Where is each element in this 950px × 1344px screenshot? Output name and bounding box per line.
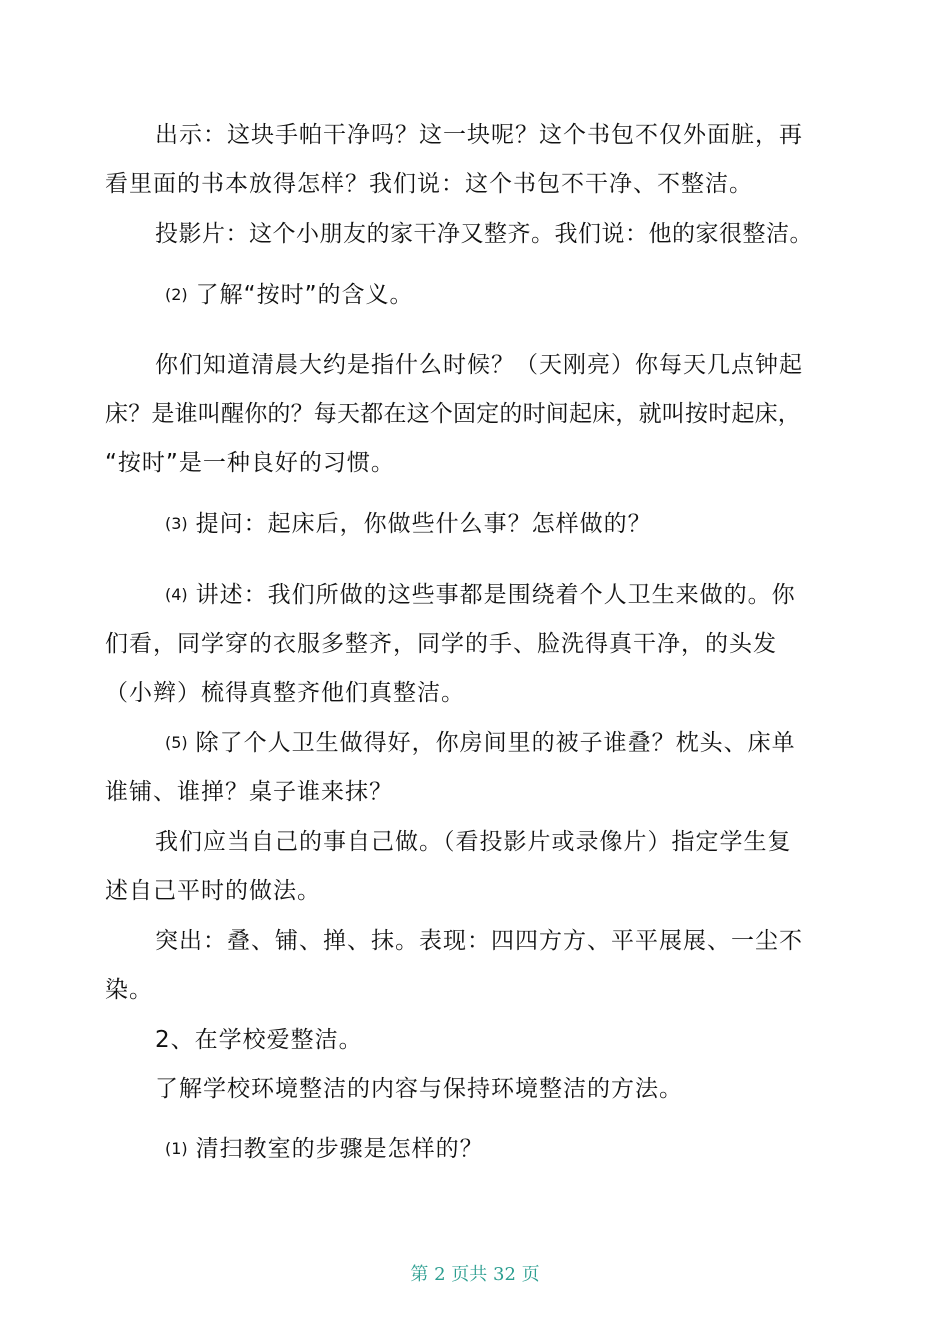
list-item: [165, 728, 895, 758]
list-item-text: 讲述：我们所做的这些事都是围绕着个人卫生来做的。你: [195, 582, 796, 608]
list-item-text: 提问：起床后，你做些什么事？怎样做的？: [195, 511, 652, 537]
paragraph-line: （小辫）梳得真整齐他们真整洁。: [105, 680, 465, 706]
list-number: (2): [165, 285, 188, 304]
list-item: [165, 280, 895, 310]
list-number: (5): [165, 733, 188, 752]
paragraph-line: [155, 219, 885, 249]
paragraph-line: 了解学校环境整洁的内容与保持环境整洁的方法。: [155, 1076, 683, 1102]
page-footer: 第 2 页共 32 页: [410, 1264, 540, 1285]
paragraph-line: “按时”是一种良好的习惯。: [105, 450, 395, 476]
list-item: [165, 509, 895, 539]
paragraph-line: 我们应当自己的事自己做。（看投影片或录像片）指定学生复: [155, 829, 792, 855]
paragraph-line: 述自己平时的做法。: [105, 878, 321, 904]
list-item: [165, 1134, 895, 1164]
list-item-text: 了解“按时”的含义。: [195, 282, 414, 308]
list-number: (3): [165, 514, 188, 533]
list-item-text: 除了个人卫生做得好，你房间里的被子谁叠？枕头、床单: [195, 730, 796, 756]
paragraph-line: 染。: [105, 977, 153, 1003]
paragraph-line: 看里面的书本放得怎样？我们说：这个书包不干净、不整洁。: [105, 171, 753, 197]
paragraph-line: 突出：叠、铺、掸、抹。表现：四四方方、平平展展、一尘不: [155, 928, 803, 954]
paragraph-text: 床？是谁叫醒你的？每天都在这个固定的时间起床，就叫按时起床，: [105, 401, 801, 427]
list-number: (4): [165, 585, 188, 604]
paragraph-line: 们看，同学穿的衣服多整齐，同学的手、脸洗得真干净，的头发: [105, 631, 777, 657]
paragraph-text: 投影片：这个小朋友的家干净又整齐。我们说：他的家很整洁。: [155, 221, 813, 247]
paragraph-line: 你们知道清晨大约是指什么时候？（天刚亮）你每天几点钟起: [155, 352, 803, 378]
section-heading: 2、在学校爱整洁。: [155, 1027, 363, 1053]
paragraph-line: 谁铺、谁掸？桌子谁来抹？: [105, 779, 393, 805]
list-item-text: 清扫教室的步骤是怎样的？: [195, 1136, 484, 1162]
list-number: (1): [165, 1139, 188, 1158]
paragraph-line: [105, 399, 835, 429]
list-item: [165, 580, 895, 610]
paragraph-line: 出示：这块手帕干净吗？这一块呢？这个书包不仅外面脏，再: [155, 122, 803, 148]
